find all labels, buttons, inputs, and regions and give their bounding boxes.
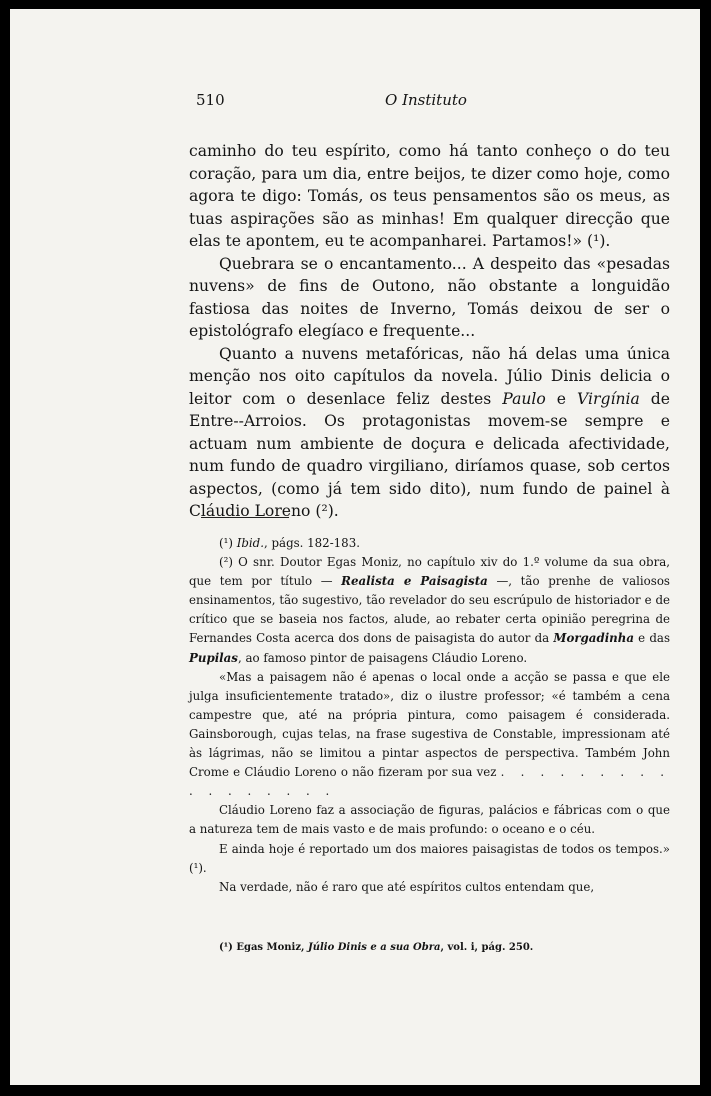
paragraph-2: Quebrara se o encantamento... A despeito das «pesadas nuvens» de fins de Outono, não obstante a longuidão fastiosa das noites de Inverno, Tomás deixou de ser o epistológrafo elegíaco e frequente... (189, 254, 670, 340)
footnotes (189, 534, 670, 897)
running-header (10, 91, 700, 115)
quote-paragraph-4: Na verdade, não é raro que até espíritos cultos entendam que, (219, 879, 595, 894)
running-title: O Instituto (385, 91, 467, 109)
quote-paragraph-1: «Mas a paisagem não é apenas o local onde a acção se passa e que ele julga insuficientemente tratado», diz o ilustre professor; «é também a cena campestre que, até na própria pintura, como paisagem é considerada. Gainsborough, cujas telas, na frase sugestiva de Constable, impressionam até às lágrimas, não se limitou a pintar aspectos de perspectiva. Também John Crome e Cláudio Loreno o não fizeram por sua vez . . . . . . . . . . . . . . . . . (189, 669, 670, 799)
footnote-separator (201, 517, 289, 518)
paragraph-3: Quanto a nuvens metafóricas, não há delas uma única menção nos oito capítulos da novela. Júlio Dinis delicia o leitor com o desenlace feliz destes Paulo e Virgínia de Entre--Arroios. Os protagonistas movem-se sempre e actuam num ambiente de doçura e delicada afectividade, num fundo de quadro virgiliano, diríamos quase, sob certos aspectos, (como já tem sido dito), num fundo de painel à Cláudio Loreno (²). (189, 344, 670, 520)
title-paulo: Paulo (502, 389, 546, 408)
footnote-1: (¹) Ibid., págs. 182-183. (219, 536, 360, 550)
quote-paragraph-3: E ainda hoje é reportado um dos maiores paisagistas de todos os tempos.» (¹). (189, 841, 670, 875)
book-page (10, 9, 700, 1085)
main-text (189, 140, 670, 523)
paragraph-1: caminho do teu espírito, como há tanto conheço o do teu coração, para um dia, entre beijos, te dizer como hoje, como agora te digo: Tomás, os teus pensamentos são os meus, as tuas aspirações são as minhas! Em qualquer direcção que elas te apontem, eu te acompanharei. Partamos!» (¹). (189, 142, 670, 250)
footnote-2: (²) O snr. Doutor Egas Moniz, no capítulo xiv do 1.º volume da sua obra, que tem por título — Realista e Paisagista —, tão prenhe de valiosos ensinamentos, tão sugestivo, tão revelador do seu escrúpulo de historiador e de crítico que se baseia nos factos, alude, ao rebater certa opinião peregrina de Fernandes Costa acerca dos dons de paisagista do autor da Morgadinha e das Pupilas, ao famoso pintor de paisagens Cláudio Loreno. (189, 555, 671, 665)
page-number: 510 (196, 91, 225, 109)
title-virginia: Virgínia (577, 389, 640, 408)
bottom-footnote: (¹) Egas Moniz, Júlio Dinis e a sua Obra, vol. i, pág. 250. (219, 942, 534, 953)
quote-paragraph-2: Cláudio Loreno faz a associação de figuras, palácios e fábricas com o que a natureza tem de mais vasto e de mais profundo: o oceano e o céu. (189, 803, 670, 837)
